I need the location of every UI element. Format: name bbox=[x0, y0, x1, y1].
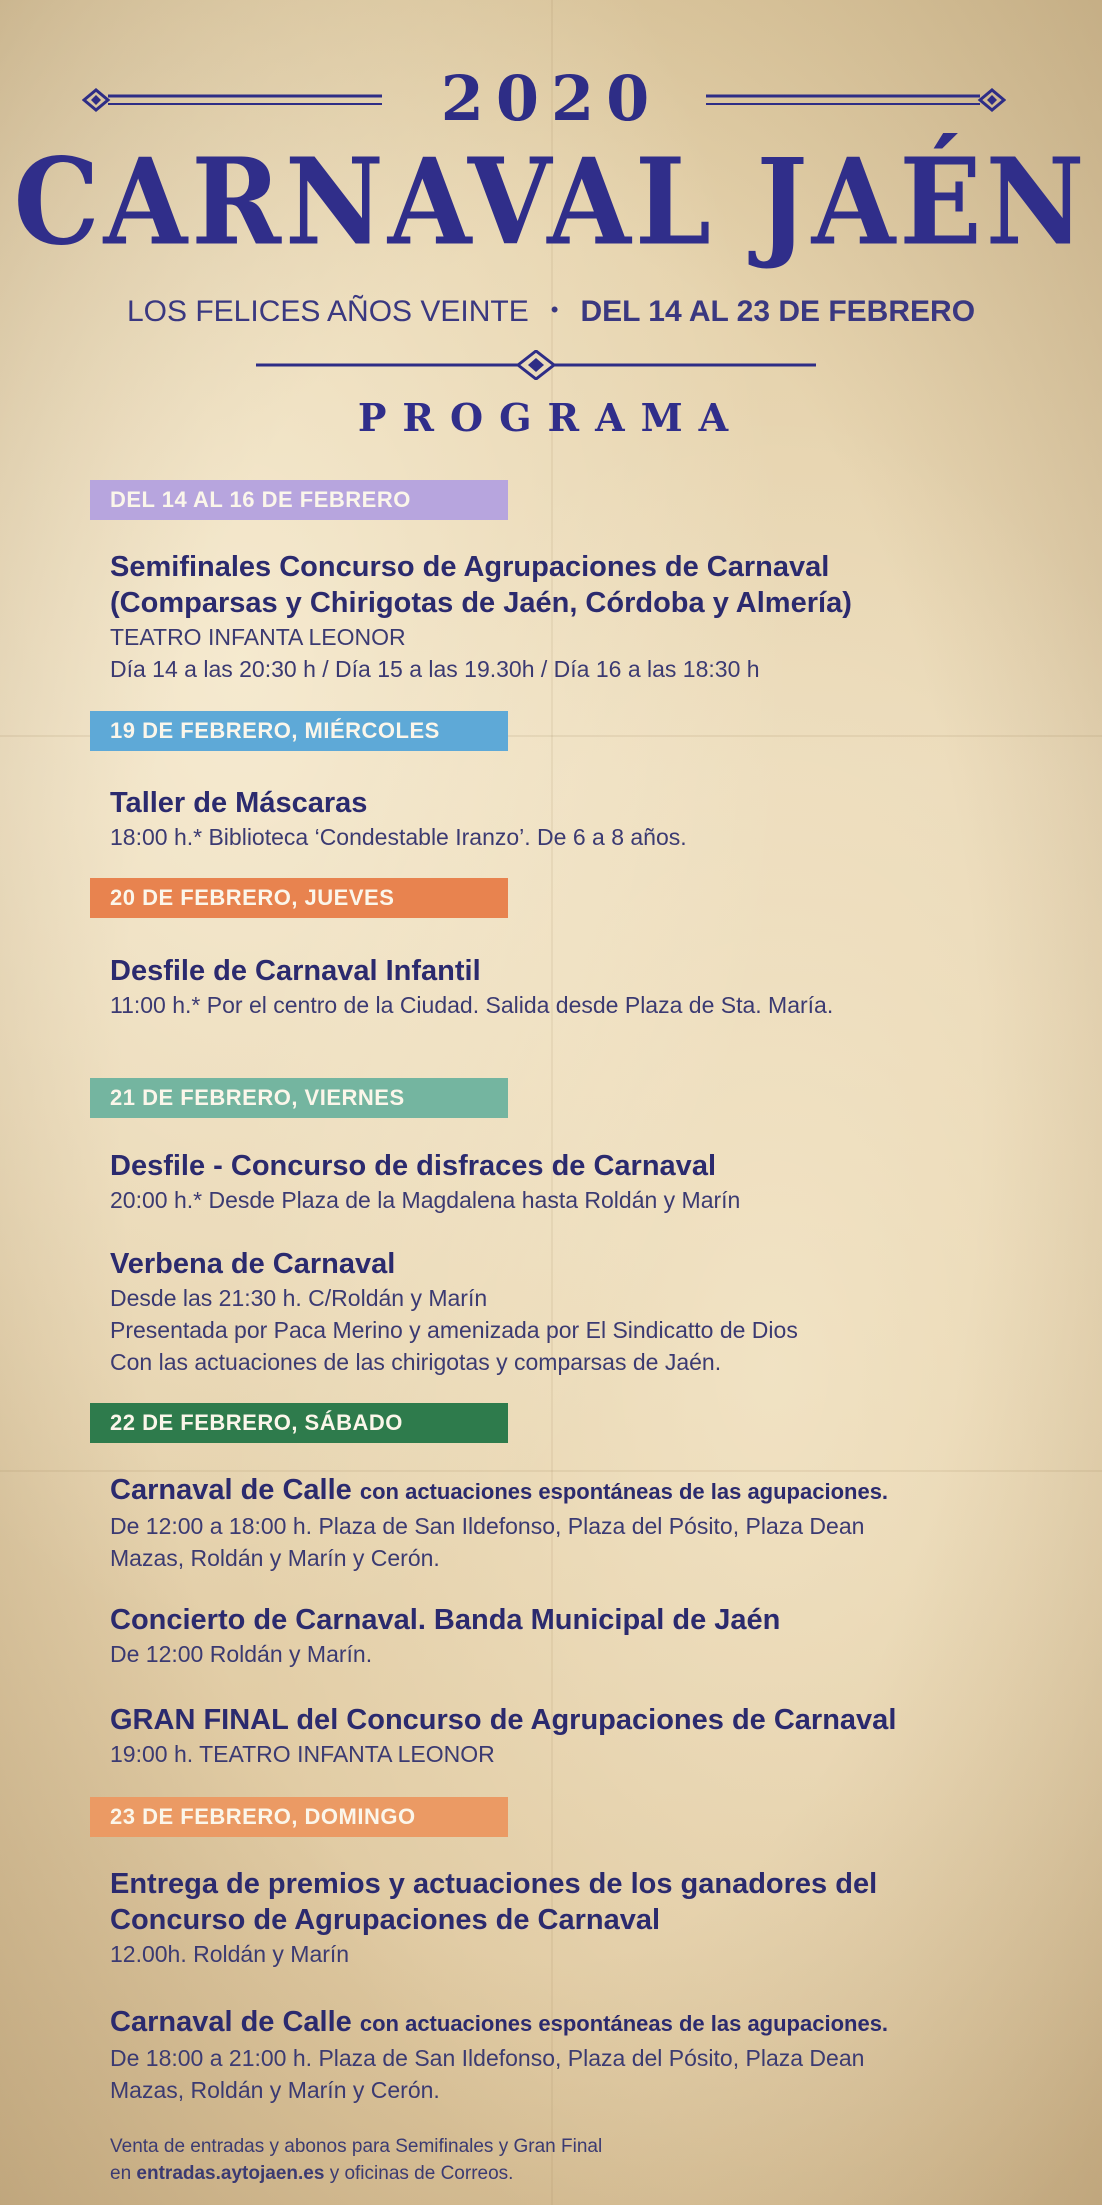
event-details: De 12:00 Roldán y Marín. bbox=[110, 1641, 373, 1667]
event-title-main: Carnaval de Calle bbox=[110, 2006, 352, 2038]
event-details: 12.00h. Roldán y Marín bbox=[110, 1941, 350, 1967]
event-title: Verbena de Carnaval bbox=[110, 1248, 396, 1280]
event-title-suffix: con actuaciones espontáneas de las agupaciones. bbox=[359, 1479, 889, 1504]
year-title: 2020 bbox=[440, 62, 662, 135]
page-title: CARNAVAL JAÉN bbox=[13, 133, 1089, 273]
event-item bbox=[110, 1148, 1070, 1216]
event-item bbox=[110, 2004, 1070, 2106]
event-item bbox=[110, 1246, 1070, 1378]
ornament-rule-right-icon bbox=[706, 88, 1006, 112]
date-bar: 22 DE FEBRERO, SÁBADO bbox=[90, 1403, 508, 1443]
date-bar: DEL 14 AL 16 DE FEBRERO bbox=[90, 480, 508, 520]
event-title bbox=[110, 1472, 1070, 1510]
bullet-separator: • bbox=[550, 297, 559, 322]
event-item bbox=[110, 549, 1070, 685]
event-title: Concierto de Carnaval. Banda Municipal de Jaén bbox=[110, 1604, 781, 1636]
ticket-website-link[interactable]: entradas.aytojaen.es bbox=[136, 2163, 325, 2184]
date-bar: 23 DE FEBRERO, DOMINGO bbox=[90, 1797, 508, 1837]
event-details: Mazas, Roldán y Marín y Cerón. bbox=[110, 1545, 440, 1571]
event-details: 11:00 h.* Por el centro de la Ciudad. Salida desde Plaza de Sta. María. bbox=[110, 992, 834, 1018]
event-details: Mazas, Roldán y Marín y Cerón. bbox=[110, 2077, 440, 2103]
event-details: 18:00 h.* Biblioteca ‘Condestable Iranzo’. De 6 a 8 años. bbox=[110, 824, 687, 850]
date-bar: 20 DE FEBRERO, JUEVES bbox=[90, 878, 508, 918]
event-title: Concurso de Agrupaciones de Carnaval bbox=[110, 1904, 661, 1936]
ticket-info-prefix: en bbox=[110, 2163, 132, 2184]
event-item bbox=[110, 785, 1070, 853]
subtitle-row bbox=[0, 295, 1102, 329]
event-title-suffix: con actuaciones espontáneas de las agupaciones. bbox=[359, 2011, 889, 2036]
event-title bbox=[110, 2004, 1070, 2042]
ticket-info-suffix: y oficinas de Correos. bbox=[329, 2163, 514, 2184]
event-title-main: Carnaval de Calle bbox=[110, 1474, 352, 1506]
date-bar: 21 DE FEBRERO, VIERNES bbox=[90, 1078, 508, 1118]
event-item bbox=[110, 953, 1070, 1021]
event-details: De 18:00 a 21:00 h. Plaza de San Ildefonso, Plaza del Pósito, Plaza Dean bbox=[110, 2045, 865, 2071]
event-details: Desde las 21:30 h. C/Roldán y Marín bbox=[110, 1285, 488, 1311]
ticket-info-line bbox=[110, 2160, 1010, 2187]
event-details: Con las actuaciones de las chirigotas y comparsas de Jaén. bbox=[110, 1349, 722, 1375]
event-title: GRAN FINAL del Concurso de Agrupaciones de Carnaval bbox=[110, 1704, 897, 1736]
ticket-info bbox=[110, 2133, 1010, 2187]
subtitle-theme: LOS FELICES AÑOS VEINTE bbox=[126, 295, 529, 328]
year-row bbox=[0, 62, 1102, 135]
event-item bbox=[110, 1472, 1070, 1574]
date-bar: 19 DE FEBRERO, MIÉRCOLES bbox=[90, 711, 508, 751]
event-item bbox=[110, 1866, 1070, 1970]
ticket-info-line: Venta de entradas y abonos para Semifinales y Gran Final bbox=[110, 2136, 603, 2157]
program-heading: PROGRAMA bbox=[357, 395, 745, 440]
event-title: Desfile de Carnaval Infantil bbox=[110, 955, 481, 987]
event-details: De 12:00 a 18:00 h. Plaza de San Ildefonso, Plaza del Pósito, Plaza Dean bbox=[110, 1513, 865, 1539]
event-details: 19:00 h. TEATRO INFANTA LEONOR bbox=[110, 1741, 495, 1767]
event-item bbox=[110, 1702, 1070, 1770]
event-item bbox=[110, 1602, 1070, 1670]
ornament-divider-icon bbox=[256, 350, 816, 380]
event-title: Semifinales Concurso de Agrupaciones de Carnaval bbox=[110, 551, 830, 583]
event-schedule: Día 14 a las 20:30 h / Día 15 a las 19.30h / Día 16 a las 18:30 h bbox=[110, 656, 760, 682]
event-title: Desfile - Concurso de disfraces de Carnaval bbox=[110, 1150, 716, 1182]
event-title: Taller de Máscaras bbox=[110, 787, 368, 819]
event-title: Entrega de premios y actuaciones de los ganadores del bbox=[110, 1868, 878, 1900]
event-venue: TEATRO INFANTA LEONOR bbox=[110, 624, 406, 650]
event-title: (Comparsas y Chirigotas de Jaén, Córdoba y Almería) bbox=[110, 587, 852, 619]
event-details: 20:00 h.* Desde Plaza de la Magdalena hasta Roldán y Marín bbox=[110, 1187, 741, 1213]
subtitle-dates: DEL 14 AL 23 DE FEBRERO bbox=[580, 295, 976, 328]
event-details: Presentada por Paca Merino y amenizada por El Sindicatto de Dios bbox=[110, 1317, 798, 1343]
